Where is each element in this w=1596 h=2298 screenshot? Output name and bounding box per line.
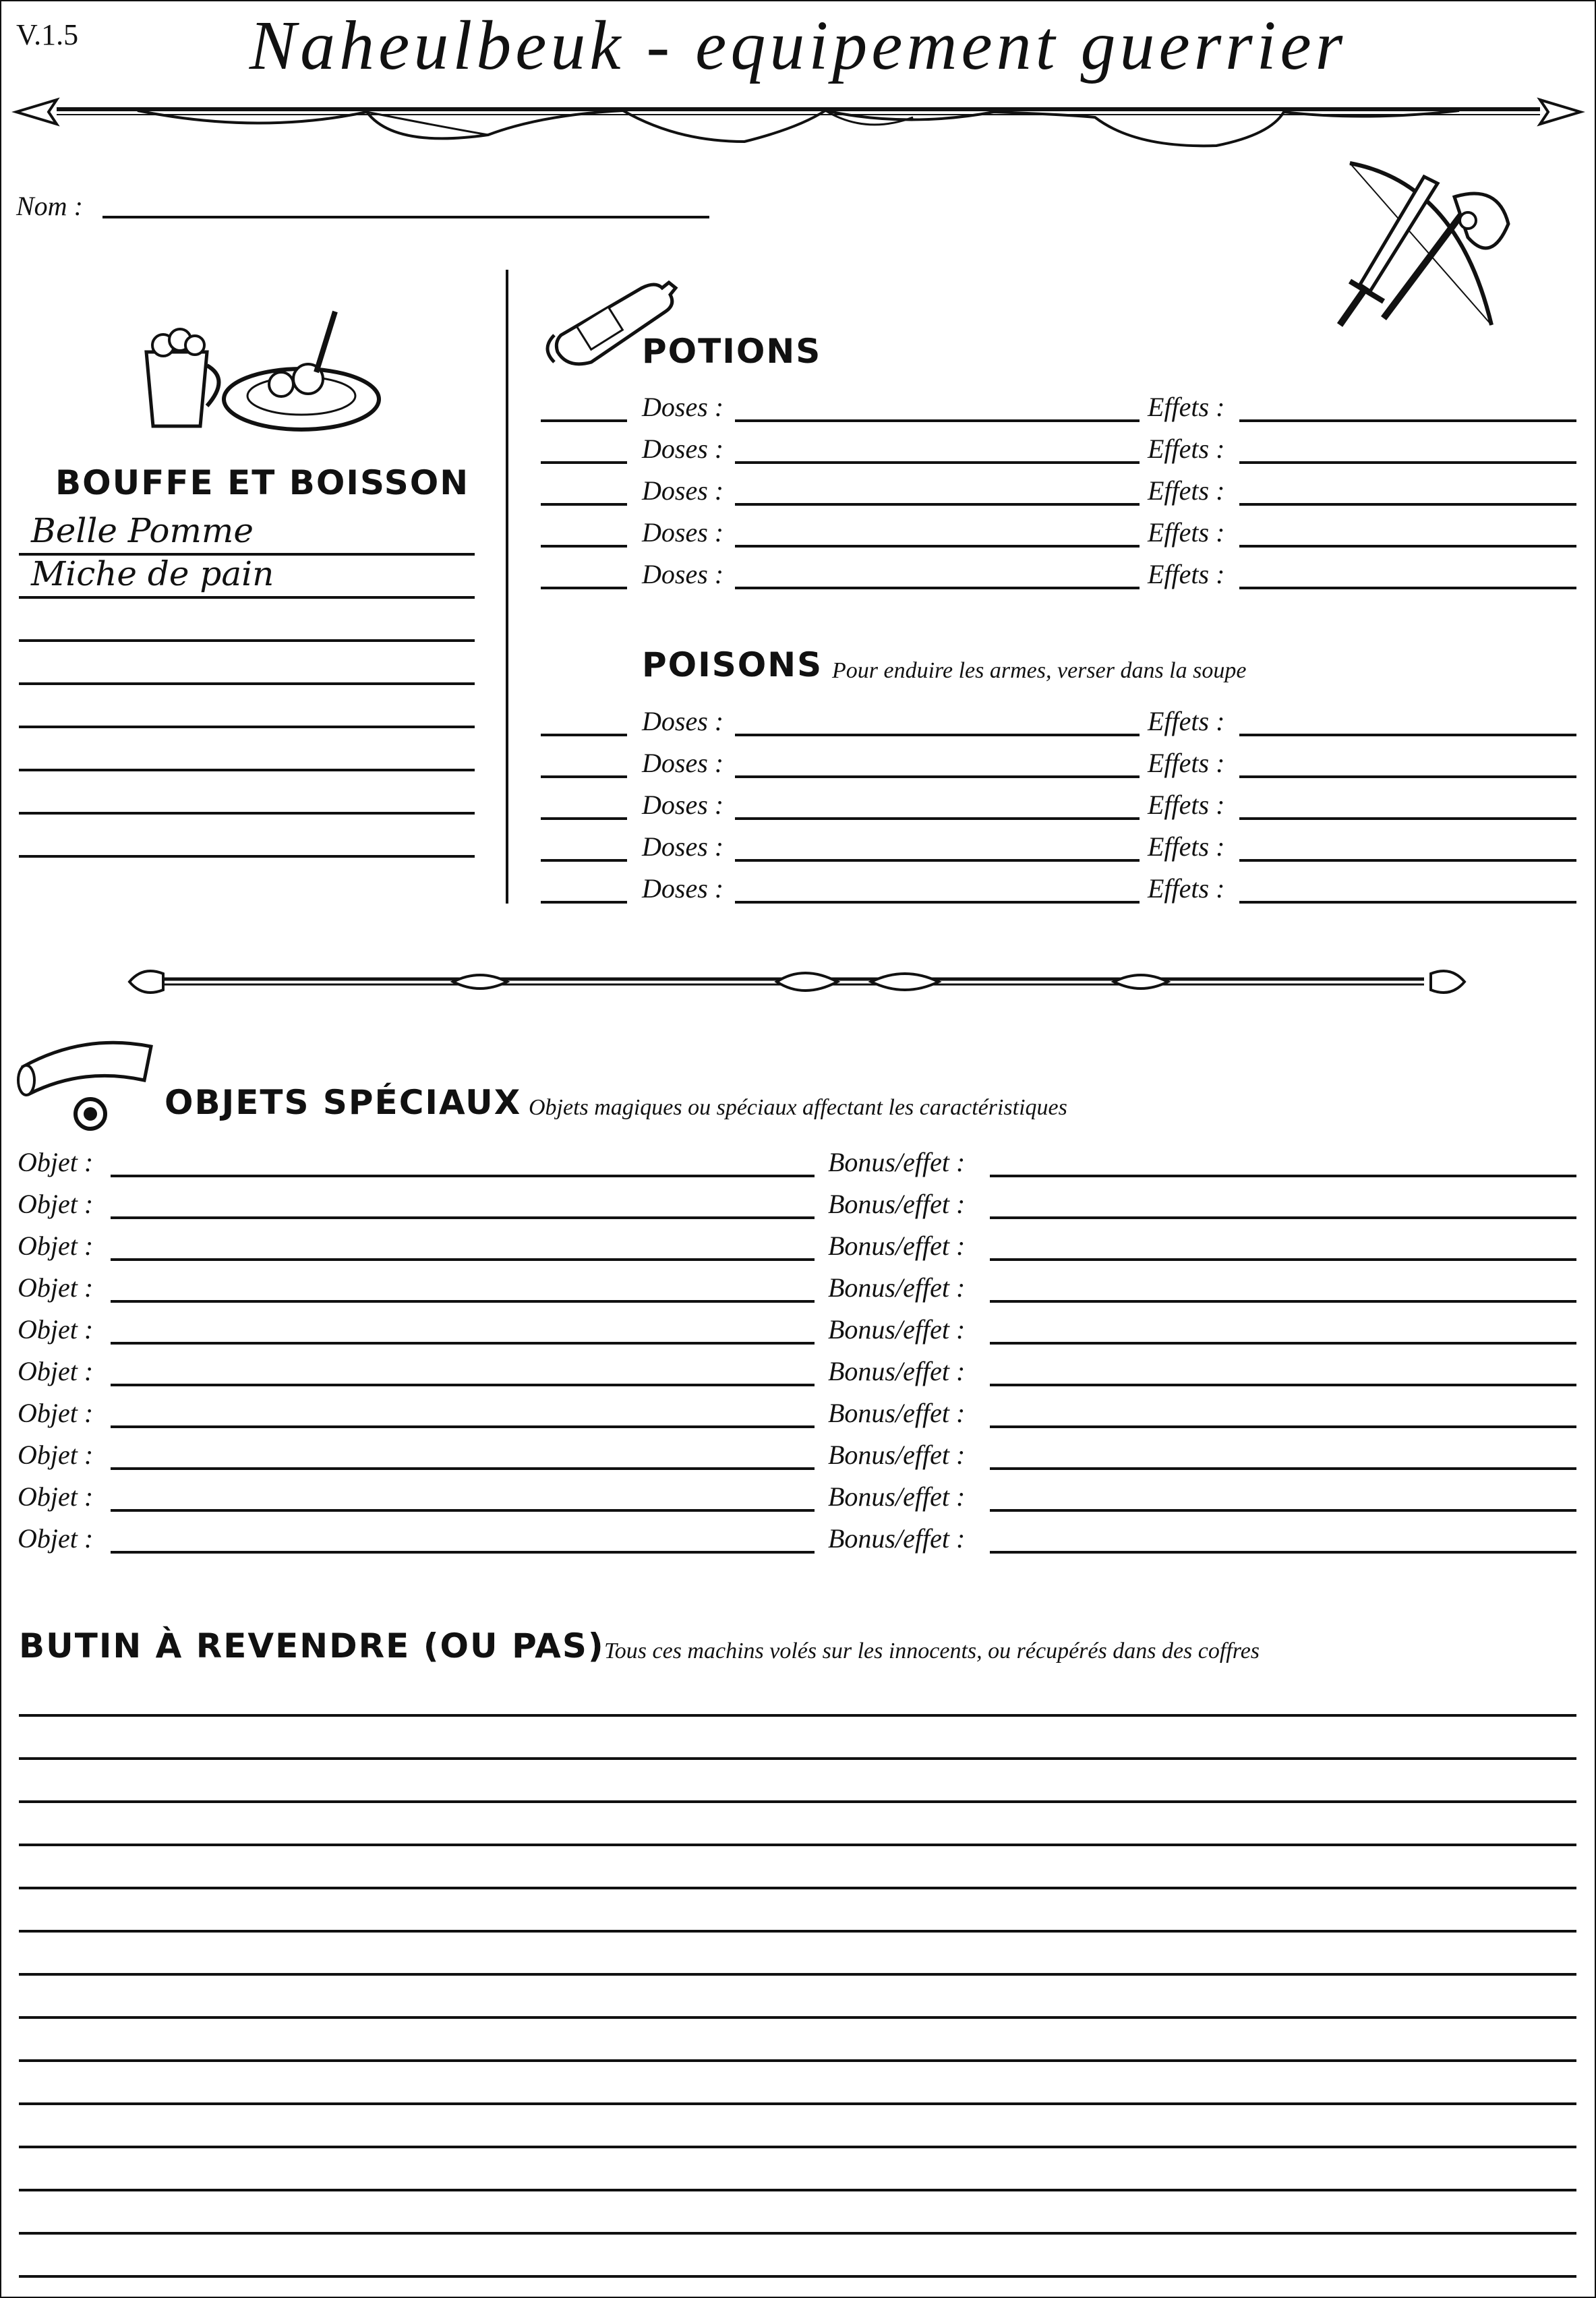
object-label: Objet : xyxy=(18,1147,94,1177)
object-field[interactable] xyxy=(111,1300,815,1303)
bonus-field[interactable] xyxy=(990,1342,1576,1345)
loot-line[interactable] xyxy=(19,1800,1576,1803)
object-label: Objet : xyxy=(18,1272,94,1303)
poisons-doses-label: Doses : xyxy=(642,873,724,904)
poisons-doses-field[interactable] xyxy=(735,859,1140,862)
object-field[interactable] xyxy=(111,1258,815,1261)
poisons-note: Pour enduire les armes, verser dans la soupe xyxy=(832,658,1247,683)
bonus-field[interactable] xyxy=(990,1258,1576,1261)
potions-effects-label: Effets : xyxy=(1148,434,1225,464)
poisons-qty-line[interactable] xyxy=(541,817,627,820)
potions-doses-field[interactable] xyxy=(735,587,1140,589)
potions-doses-label: Doses : xyxy=(642,559,724,589)
potions-effects-field[interactable] xyxy=(1239,545,1576,548)
poisons-qty-line[interactable] xyxy=(541,859,627,862)
loot-line[interactable] xyxy=(19,2232,1576,2235)
loot-note: Tous ces machins volés sur les innocents, ou récupérés dans des coffres xyxy=(604,1639,1260,1663)
potions-doses-label: Doses : xyxy=(642,434,724,464)
poisons-doses-label: Doses : xyxy=(642,790,724,820)
potions-effects-field[interactable] xyxy=(1239,503,1576,506)
food-line[interactable] xyxy=(19,639,475,642)
bonus-label: Bonus/effet : xyxy=(828,1440,966,1470)
object-label: Objet : xyxy=(18,1481,94,1512)
potions-doses-field[interactable] xyxy=(735,419,1140,422)
poisons-effects-field[interactable] xyxy=(1239,775,1576,778)
bonus-label: Bonus/effet : xyxy=(828,1231,966,1261)
bonus-label: Bonus/effet : xyxy=(828,1272,966,1303)
bonus-label: Bonus/effet : xyxy=(828,1481,966,1512)
object-field[interactable] xyxy=(111,1509,815,1512)
column-divider xyxy=(506,270,508,904)
page-title: Naheulbeuk - equipement guerrier xyxy=(249,7,1347,84)
potions-effects-label: Effets : xyxy=(1148,392,1225,422)
object-label: Objet : xyxy=(18,1523,94,1554)
object-field[interactable] xyxy=(111,1551,815,1554)
food-item: Belle Pomme xyxy=(31,511,254,550)
poisons-doses-label: Doses : xyxy=(642,831,724,862)
food-icon xyxy=(140,305,382,440)
bonus-label: Bonus/effet : xyxy=(828,1398,966,1428)
poisons-effects-label: Effets : xyxy=(1148,748,1225,778)
bonus-field[interactable] xyxy=(990,1425,1576,1428)
poisons-doses-field[interactable] xyxy=(735,775,1140,778)
bonus-field[interactable] xyxy=(990,1467,1576,1470)
loot-line[interactable] xyxy=(19,2102,1576,2105)
poisons-effects-label: Effets : xyxy=(1148,790,1225,820)
potions-qty-line[interactable] xyxy=(541,461,627,464)
weapons-icon xyxy=(1323,156,1525,338)
loot-line[interactable] xyxy=(19,2016,1576,2019)
food-heading: BOUFFE ET BOISSON xyxy=(55,463,470,502)
loot-line[interactable] xyxy=(19,2059,1576,2062)
object-field[interactable] xyxy=(111,1425,815,1428)
object-field[interactable] xyxy=(111,1175,815,1177)
poisons-doses-label: Doses : xyxy=(642,748,724,778)
potions-doses-field[interactable] xyxy=(735,461,1140,464)
poisons-effects-field[interactable] xyxy=(1239,817,1576,820)
loot-line[interactable] xyxy=(19,1757,1576,1760)
special-heading: OBJETS SPÉCIAUX xyxy=(165,1083,522,1122)
food-item: Miche de pain xyxy=(31,554,274,593)
potions-heading: POTIONS xyxy=(642,332,822,371)
potions-effects-label: Effets : xyxy=(1148,475,1225,506)
bonus-label: Bonus/effet : xyxy=(828,1523,966,1554)
object-label: Objet : xyxy=(18,1356,94,1386)
food-line[interactable] xyxy=(19,726,475,728)
object-label: Objet : xyxy=(18,1314,94,1345)
potions-doses-field[interactable] xyxy=(735,545,1140,548)
name-label: Nom : xyxy=(16,191,83,221)
poisons-doses-field[interactable] xyxy=(735,901,1140,904)
potions-effects-field[interactable] xyxy=(1239,461,1576,464)
poisons-doses-field[interactable] xyxy=(735,734,1140,736)
poisons-effects-field[interactable] xyxy=(1239,901,1576,904)
staff-divider-icon xyxy=(129,959,1465,1006)
loot-line[interactable] xyxy=(19,1844,1576,1846)
bonus-field[interactable] xyxy=(990,1175,1576,1177)
bonus-field[interactable] xyxy=(990,1300,1576,1303)
poisons-doses-field[interactable] xyxy=(735,817,1140,820)
potions-doses-label: Doses : xyxy=(642,392,724,422)
bonus-field[interactable] xyxy=(990,1384,1576,1386)
poisons-effects-field[interactable] xyxy=(1239,734,1576,736)
potions-qty-line[interactable] xyxy=(541,503,627,506)
scroll-ring-icon xyxy=(16,1026,158,1134)
object-field[interactable] xyxy=(111,1384,815,1386)
object-label: Objet : xyxy=(18,1398,94,1428)
bonus-field[interactable] xyxy=(990,1216,1576,1219)
food-line[interactable] xyxy=(19,682,475,685)
name-field[interactable] xyxy=(102,216,709,218)
potions-doses-field[interactable] xyxy=(735,503,1140,506)
food-line[interactable] xyxy=(19,855,475,858)
potions-effects-label: Effets : xyxy=(1148,517,1225,548)
potions-effects-field[interactable] xyxy=(1239,419,1576,422)
bonus-label: Bonus/effet : xyxy=(828,1189,966,1219)
potions-effects-label: Effets : xyxy=(1148,559,1225,589)
poisons-heading: POISONS xyxy=(642,645,823,684)
bonus-field[interactable] xyxy=(990,1509,1576,1512)
poisons-qty-line[interactable] xyxy=(541,901,627,904)
poisons-effects-label: Effets : xyxy=(1148,831,1225,862)
loot-line[interactable] xyxy=(19,1930,1576,1933)
food-line[interactable] xyxy=(19,812,475,815)
loot-line[interactable] xyxy=(19,2275,1576,2278)
bonus-field[interactable] xyxy=(990,1551,1576,1554)
object-field[interactable] xyxy=(111,1216,815,1219)
loot-line[interactable] xyxy=(19,1973,1576,1976)
loot-line[interactable] xyxy=(19,2189,1576,2191)
object-label: Objet : xyxy=(18,1189,94,1219)
food-line[interactable] xyxy=(19,596,475,599)
bonus-label: Bonus/effet : xyxy=(828,1314,966,1345)
object-field[interactable] xyxy=(111,1467,815,1470)
potions-doses-label: Doses : xyxy=(642,517,724,548)
object-label: Objet : xyxy=(18,1231,94,1261)
object-field[interactable] xyxy=(111,1342,815,1345)
poisons-doses-label: Doses : xyxy=(642,706,724,736)
object-label: Objet : xyxy=(18,1440,94,1470)
potions-qty-line[interactable] xyxy=(541,419,627,422)
loot-line[interactable] xyxy=(19,1887,1576,1889)
potions-qty-line[interactable] xyxy=(541,587,627,589)
loot-line[interactable] xyxy=(19,2146,1576,2148)
potions-effects-field[interactable] xyxy=(1239,587,1576,589)
food-line[interactable] xyxy=(19,769,475,771)
potions-doses-label: Doses : xyxy=(642,475,724,506)
potions-qty-line[interactable] xyxy=(541,545,627,548)
loot-line[interactable] xyxy=(19,1714,1576,1717)
poisons-qty-line[interactable] xyxy=(541,775,627,778)
special-note: Objets magiques ou spéciaux affectant les caractéristiques xyxy=(529,1095,1067,1120)
loot-heading: BUTIN À REVENDRE (OU PAS) xyxy=(19,1626,605,1666)
version-label: V.1.5 xyxy=(16,18,79,51)
bonus-label: Bonus/effet : xyxy=(828,1356,966,1386)
spear-divider-icon xyxy=(16,88,1580,148)
bonus-label: Bonus/effet : xyxy=(828,1147,966,1177)
poisons-effects-label: Effets : xyxy=(1148,706,1225,736)
poisons-effects-label: Effets : xyxy=(1148,873,1225,904)
poisons-effects-field[interactable] xyxy=(1239,859,1576,862)
poisons-qty-line[interactable] xyxy=(541,734,627,736)
